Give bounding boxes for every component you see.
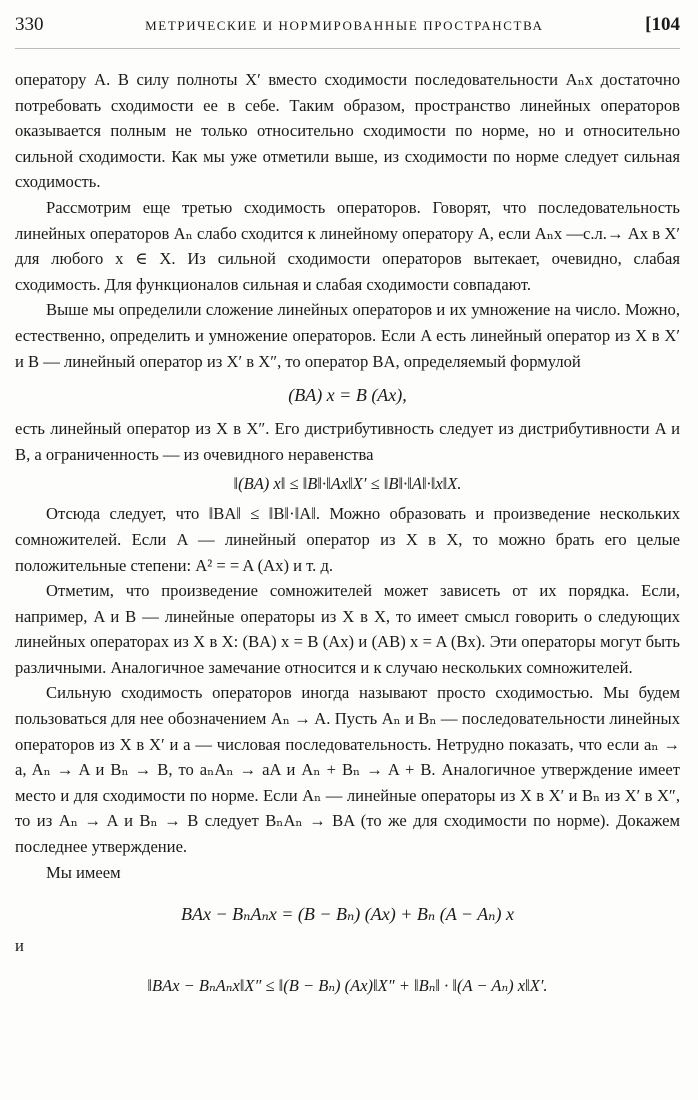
formula-difference: BAx − BₙAₙx = (B − Bₙ) (Ax) + Bₙ (A − Aₙ) x (181, 904, 514, 925)
formula-norm-inequality: ‖(BA) x‖ ≤ ‖B‖·‖Ax‖X′ ≤ ‖B‖·‖A‖·‖x‖X. (233, 474, 462, 494)
paragraph-8: Мы имеем (46, 862, 121, 882)
paragraph-4: есть линейный оператор из X в X″. Его дистрибутивность следует из дистрибутивности A и B, а ограниченность — из очевидного неравенства (15, 419, 680, 464)
paragraph-5: Отсюда следует, что ‖BA‖ ≤ ‖B‖·‖A‖. Можно образовать и произведение нескольких сомножителей. Если A — линейный оператор из X в X, то можно брать его целые положительные степени: A² = = A (Ax) и т. д. (15, 504, 680, 575)
running-title: МЕТРИЧЕСКИЕ И НОРМИРОВАННЫЕ ПРОСТРАНСТВА (145, 18, 544, 33)
paragraph-3: Выше мы определили сложение линейных операторов и их умножение на число. Можно, естественно, определить и умножение операторов. Если A есть линейный оператор из X в X′ и B — линейный оператор из X′ в X″, то оператор BA, определяемый формулой (15, 300, 680, 371)
paragraph-1: оператору A. В силу полноты X′ вместо сходимости последовательности Aₙx достаточно потребовать сходимости ее в себе. Таким образом, пространство линейных операторов оказывается полным не только относительно сходимости по норме, но и относительно сильной сходимости. Как мы уже отметили выше, из сходимости по норме следует сильная сходимость. (15, 70, 680, 192)
section-number: [104 (645, 14, 680, 35)
page-number: 330 (15, 14, 44, 35)
paragraph-6: Отметим, что произведение сомножителей может зависеть от их порядка. Если, например, A и B — линейные операторы из X в X, то имеет смысл говорить о следующих линейных операторах из X в X: (BA) x = B (Ax) и (AB) x = A (Bx). Эти операторы могут быть различными. Аналогичное замечание относится и к случаю нескольких сомножителей. (15, 581, 680, 677)
paragraph-7: Сильную сходимость операторов иногда называют просто сходимостью. Мы будем пользоваться для нее обозначением Aₙ → A. Пусть Aₙ и Bₙ — последовательности линейных операторов из X в X′ и a — числовая последовательность. Нетрудно показать, что если aₙ → a, Aₙ → A и Bₙ → B, то aₙAₙ → aA и Aₙ + Bₙ → A + B. Аналогичное утверждение имеет место и для сходимости по норме. Если Aₙ — линейные операторы из X в X′ и Bₙ из X′ в X″, то из Aₙ → A и Bₙ → B следует BₙAₙ → BA (то же для сходимости по норме). Докажем последнее утверждение. (15, 683, 680, 857)
paragraph-2: Рассмотрим еще третью сходимость операторов. Говорят, что последовательность линейных операторов Aₙ слабо сходится к линейному оператору A, если Aₙx —с.л.→ Ax в X′ для любого x ∈ X. Из сильной сходимости операторов вытекает, очевидно, слабая сходимость. Для функционалов сильная и слабая сходимости совпадают. (15, 197, 680, 294)
conjunction: и (15, 936, 24, 956)
formula-product-definition: (BA) x = B (Ax), (288, 385, 407, 406)
page-header (15, 14, 680, 49)
formula-difference-norm: ‖BAx − BₙAₙx‖X″ ≤ ‖(B − Bₙ) (Ax)‖X″ + ‖Bₙ‖ · ‖(A − Aₙ) x‖X′. (147, 976, 548, 996)
